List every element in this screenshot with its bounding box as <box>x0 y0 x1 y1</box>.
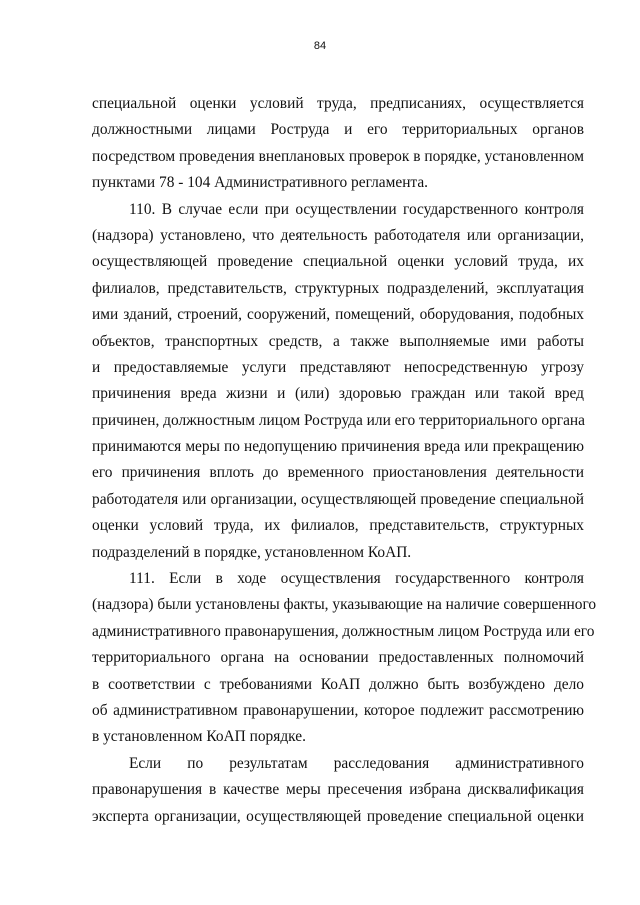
text-line: административного правонарушения, должностным лицом Роструда или его <box>92 622 595 640</box>
text-line: территориального органа на основании предоставленных полномочий <box>92 649 584 667</box>
text-line: работодателя или организации, осуществляющей проведение специальной <box>92 490 584 508</box>
text-line: ими зданий, строений, сооружений, помещений, оборудования, подобных <box>92 306 584 324</box>
document-body <box>92 91 597 830</box>
text-line: оценки условий труда, их филиалов, представительств, структурных <box>92 517 584 535</box>
text-line: посредством проведения внеплановых проверок в порядке, установленном <box>92 147 584 165</box>
text-line: пунктами 78 - 104 Административного регламента. <box>92 174 429 192</box>
text-line: причинения вреда жизни и (или) здоровью граждан или такой вред <box>92 385 584 403</box>
text-line: в установленном КоАП порядке. <box>92 728 306 746</box>
text-line: Если по результатам расследования административного <box>129 754 584 772</box>
text-line: 110. В случае если при осуществлении государственного контроля <box>129 200 584 218</box>
text-line: (надзора) установлено, что деятельность работодателя или организации, <box>92 226 584 244</box>
text-line: его причинения вплоть до временного приостановления деятельности <box>92 464 584 482</box>
text-line: в соответствии с требованиями КоАП должно быть возбуждено дело <box>92 675 584 693</box>
text-line: эксперта организации, осуществляющей проведение специальной оценки <box>92 807 584 825</box>
text-line: правонарушения в качестве меры пресечения избрана дисквалификация <box>92 781 584 799</box>
text-line: и предоставляемые услуги представляют непосредственную угрозу <box>92 358 584 376</box>
text-line: (надзора) были установлены факты, указывающие на наличие совершенного <box>92 596 597 614</box>
text-line: 111. Если в ходе осуществления государственного контроля <box>129 570 584 588</box>
text-line: специальной оценки условий труда, предписаниях, осуществляется <box>92 95 584 112</box>
text-line: подразделений в порядке, установленном КоАП. <box>92 543 412 561</box>
text-line: принимаются меры по недопущению причинения вреда или прекращению <box>92 438 584 456</box>
page-number: 84 <box>313 40 327 52</box>
text-line: должностными лицами Роструда и его территориальных органов <box>92 121 584 139</box>
text-line: филиалов, представительств, структурных подразделений, эксплуатация <box>92 279 584 297</box>
text-line: объектов, транспортных средств, а также выполняемые ими работы <box>92 332 584 350</box>
text-line: осуществляющей проведение специальной оценки условий труда, их <box>92 253 584 271</box>
text-line: об административном правонарушении, которое подлежит рассмотрению <box>92 701 584 719</box>
text-line: причинен, должностным лицом Роструда или его территориального органа <box>92 411 585 429</box>
